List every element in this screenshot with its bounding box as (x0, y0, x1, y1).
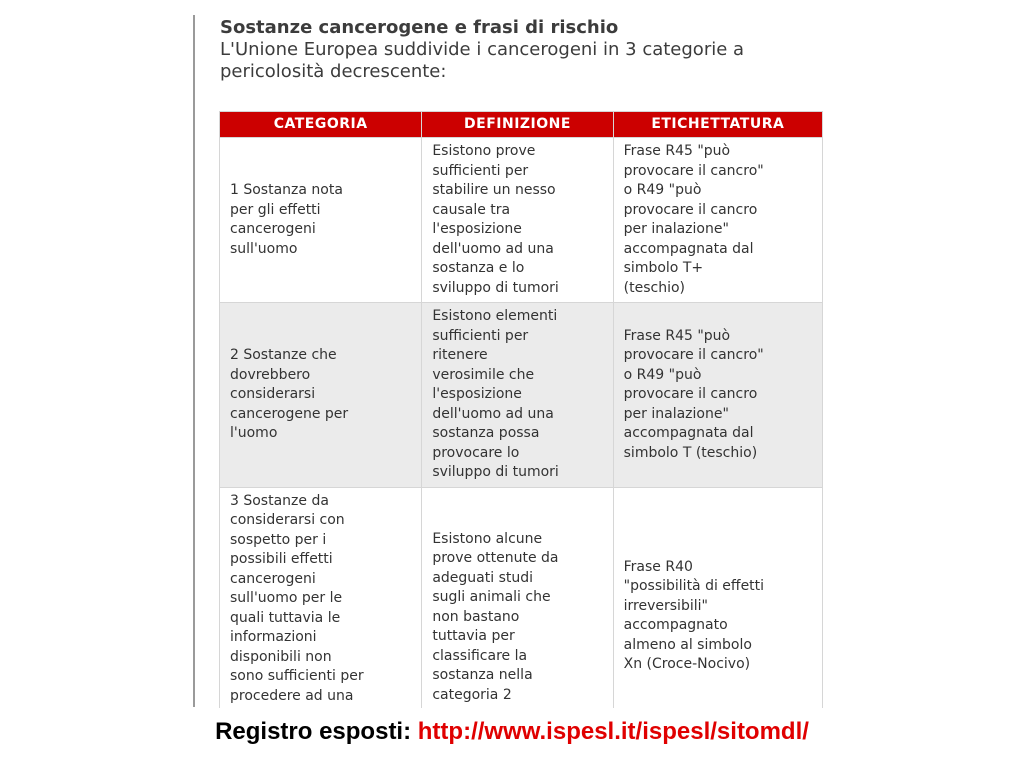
cell-line: cancerogeni (230, 221, 316, 237)
cell-line: sufficienti per (432, 162, 529, 179)
cell-line: Frase R45 "può (623, 143, 731, 159)
cell-definizione (422, 303, 613, 488)
cell-line: causale tra (432, 201, 511, 218)
cell-line: possibili effetti (230, 551, 333, 567)
cell-line: l'esposizione (432, 386, 522, 402)
cell-line: prove ottenute da (432, 550, 559, 566)
header-etichettatura: ETICHETTATURA (613, 112, 822, 138)
cell-line: almeno al simbolo (623, 636, 752, 653)
intro-line-2: pericolosità decrescente: (220, 61, 447, 82)
header-categoria: CATEGORIA (220, 112, 422, 138)
table-row (220, 487, 823, 708)
cell-line: informazioni (230, 629, 317, 645)
cell-line: cancerogeni (230, 570, 316, 587)
cell-line: Frase R40 (623, 558, 693, 575)
cell-line: provocare il cancro (623, 201, 758, 218)
cell-line: Esistono alcune (432, 530, 543, 547)
cell-line: per inalazione" (623, 221, 729, 237)
cell-line: classificare la (432, 647, 528, 664)
cell-etichettatura (613, 487, 822, 708)
registry-label: Registro esposti: (215, 718, 412, 745)
cell-line: non bastano (432, 608, 520, 625)
cell-definizione (422, 138, 613, 303)
cell-line: categoria 2 (432, 686, 512, 703)
table-row (220, 138, 823, 303)
section-title: Sostanze cancerogene e frasi di rischio (220, 17, 619, 38)
cell-line: stabilire un nesso (432, 182, 556, 198)
cell-line: per inalazione" (623, 405, 729, 422)
cell-line: sostanza e lo (432, 260, 525, 276)
cell-etichettatura (613, 303, 822, 488)
cell-line: sostanza possa (432, 425, 540, 441)
cell-line: Frase R45 "può (623, 327, 731, 344)
cell-line: quali tuttavia le (230, 609, 341, 626)
cell-line: 3 Sostanze da (230, 492, 329, 509)
cell-line: "possibilità di effetti (623, 578, 765, 594)
cell-line: provocare lo (432, 444, 520, 461)
cell-line: cancerogene per (230, 405, 349, 422)
table-header-row (220, 112, 823, 138)
cell-line: Xn (Croce-Nocivo) (623, 656, 751, 672)
cell-categoria (220, 138, 422, 303)
cell-categoria (220, 303, 422, 488)
cell-line: procedere ad una (230, 687, 354, 704)
cell-line: disponibili non (230, 648, 332, 665)
registry-link[interactable]: http://www.ispesl.it/ispesl/sitomdl/ (417, 718, 809, 745)
carcinogen-categories-table (219, 111, 823, 708)
cell-line: o R49 "può (623, 366, 702, 383)
cell-line: sugli animali che (432, 589, 551, 605)
cell-line: per gli effetti (230, 201, 321, 218)
cell-line: sono sufficienti per (230, 668, 364, 684)
cell-line: 1 Sostanza nota (230, 182, 343, 198)
cell-line: tuttavia per (432, 628, 515, 644)
header-definizione: DEFINIZIONE (422, 112, 613, 138)
cell-line: (teschio) (623, 279, 685, 296)
cell-line: provocare il cancro" (623, 347, 764, 363)
document-panel (196, 0, 846, 708)
cell-line: considerarsi con (230, 512, 345, 528)
registry-footer (0, 717, 1024, 747)
cell-line: provocare il cancro (623, 386, 758, 402)
cell-line: sull'uomo per le (230, 590, 343, 606)
cell-definizione (422, 487, 613, 708)
cell-line: adeguati studi (432, 569, 534, 586)
cell-line: ritenere (432, 347, 488, 363)
cell-line: sviluppo di tumori (432, 279, 559, 296)
cell-line: considerarsi (230, 386, 316, 402)
table-row (220, 303, 823, 488)
cell-line: simbolo T (teschio) (623, 444, 758, 461)
cell-line: accompagnato (623, 617, 728, 633)
cell-line: 2 Sostanze che (230, 347, 337, 363)
cell-line: accompagnata dal (623, 425, 754, 441)
cell-line: l'uomo (230, 425, 278, 441)
cell-line: sostanza nella (432, 667, 533, 683)
cell-line: o R49 "può (623, 182, 702, 198)
cell-line: Esistono elementi (432, 308, 558, 324)
cell-line: sospetto per i (230, 531, 327, 548)
cell-line: sviluppo di tumori (432, 464, 559, 480)
cell-etichettatura (613, 138, 822, 303)
cell-line: l'esposizione (432, 221, 522, 237)
cell-categoria (220, 487, 422, 708)
cell-line: simbolo T+ (623, 260, 704, 276)
left-divider-line (193, 15, 195, 707)
intro-line-1: L'Unione Europea suddivide i cancerogeni in 3 categorie a (220, 39, 745, 60)
cell-line: irreversibili" (623, 597, 708, 614)
cell-line: sull'uomo (230, 240, 298, 257)
cell-line: dovrebbero (230, 366, 311, 383)
cell-line: dell'uomo ad una (432, 405, 554, 422)
section-heading (220, 17, 830, 83)
cell-line: accompagnata dal (623, 240, 754, 257)
cell-line: dell'uomo ad una (432, 240, 554, 257)
cell-line: verosimile che (432, 366, 535, 383)
cell-line: sufficienti per (432, 327, 529, 344)
cell-line: provocare il cancro" (623, 162, 764, 179)
cell-line: Esistono prove (432, 143, 536, 159)
